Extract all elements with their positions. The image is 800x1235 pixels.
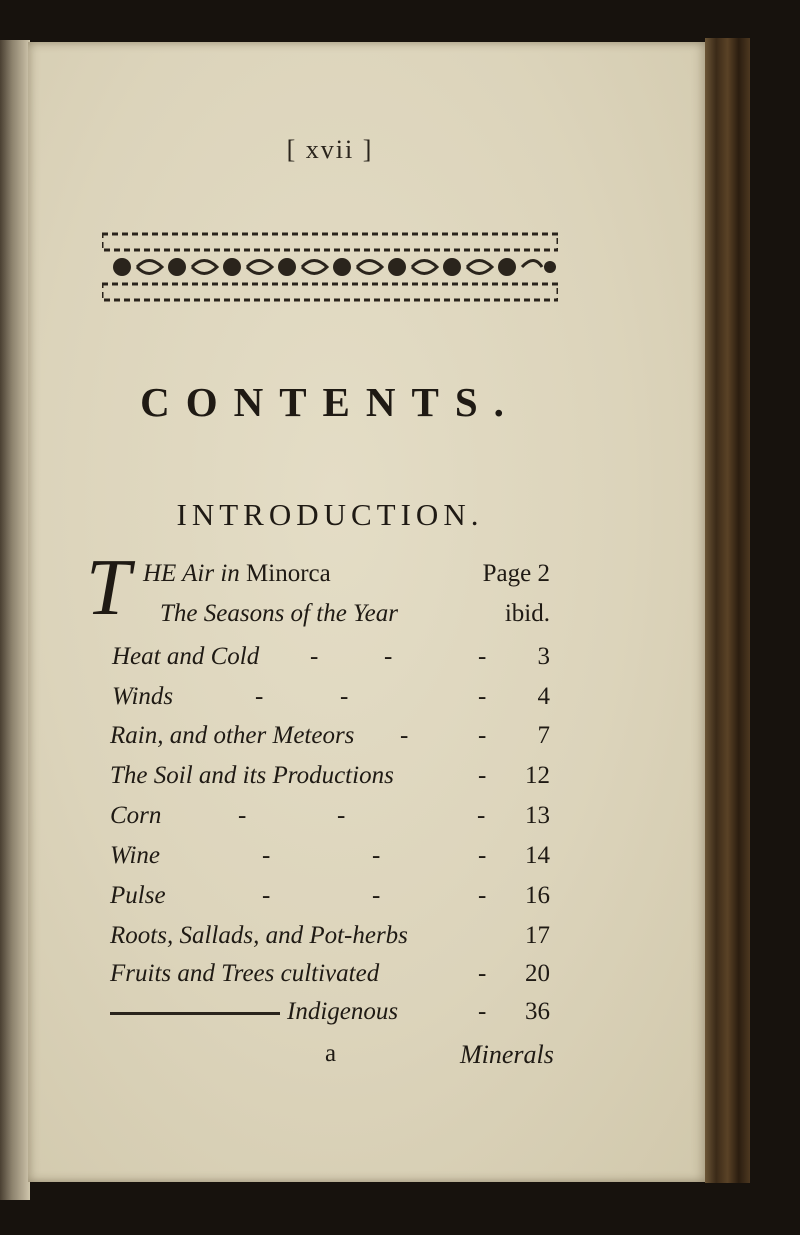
entry-label: Heat and Cold	[112, 643, 260, 670]
entry-page: 3	[537, 643, 550, 670]
contents-entry: Winds - - - 4	[112, 683, 550, 710]
contents-entry	[0, 560, 700, 596]
entry-page: 14	[525, 842, 550, 869]
entry-page: 7	[537, 722, 550, 749]
contents-entry	[0, 922, 700, 958]
entry-label: The Seasons of the Year	[160, 600, 398, 627]
entry-page: 20	[525, 960, 550, 987]
entry-page: 16	[525, 882, 550, 909]
contents-title: CONTENTS.	[140, 379, 520, 425]
entry-page: Page 2	[482, 560, 550, 587]
page-number-header: [ xvii ]	[286, 135, 374, 164]
drop-cap: T	[86, 544, 131, 632]
entry-label: Rain, and other Meteors	[110, 722, 355, 749]
entry-label: Wine	[110, 842, 160, 869]
contents-entry: Heat and Cold - - - 3	[112, 643, 550, 670]
entry-label: The Soil and its Productions	[110, 762, 394, 789]
contents-entry: Pulse - - - 16	[110, 882, 550, 909]
entry-label: Indigenous	[287, 998, 399, 1025]
entry-label: Corn	[110, 802, 162, 829]
entry-page: 36	[525, 998, 550, 1025]
entry-label: Fruits and Trees cultivated	[110, 960, 380, 987]
entry-page: 4	[537, 683, 550, 710]
book-spine	[705, 38, 750, 1183]
contents-entry: Corn - - - 13	[110, 802, 550, 829]
entry-label: Pulse	[110, 882, 166, 909]
entry-page: 12	[525, 762, 550, 789]
contents-entry	[0, 600, 700, 636]
entry-page: 13	[525, 802, 550, 829]
contents-entry: Indigenous - 36	[287, 998, 550, 1025]
contents-entry: Wine - - - 14	[110, 842, 550, 869]
contents-entry: Rain, and other Meteors - - 7	[110, 722, 550, 749]
entry-page: 17	[525, 922, 550, 949]
decorative-ornament-band	[102, 232, 558, 302]
entry-page: ibid.	[504, 600, 550, 627]
entry-label: HE Air in Minorca	[143, 560, 331, 587]
entry-label: Winds	[112, 683, 174, 710]
introduction-heading: INTRODUCTION.	[176, 497, 484, 532]
entry-label: Roots, Sallads, and Pot-herbs	[110, 922, 408, 949]
contents-entry: The Soil and its Productions - 12	[110, 762, 550, 789]
signature-mark: a	[325, 1040, 337, 1067]
contents-entry: Fruits and Trees cultivated - 20	[110, 960, 550, 987]
catchword: Minerals	[460, 1040, 554, 1069]
